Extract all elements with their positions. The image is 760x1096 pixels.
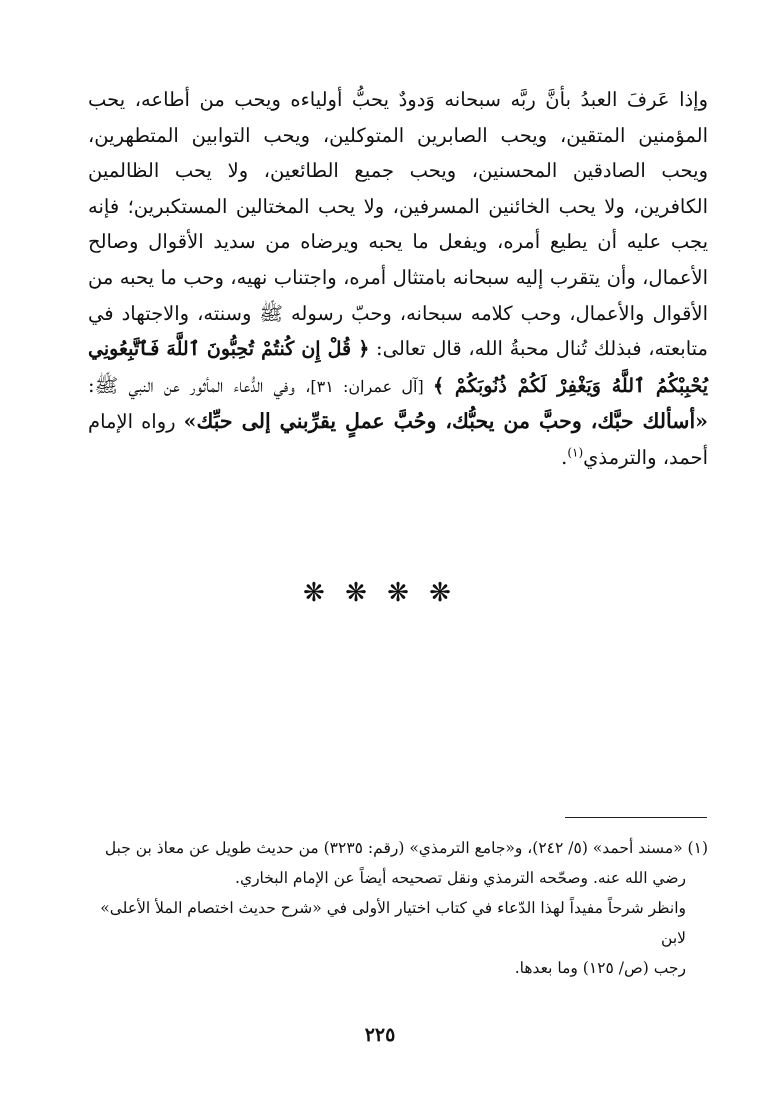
footnote-line-1: (١) «مسند أحمد» (٥/ ٢٤٢)، و«جامع الترمذي» (رقم: ٣٢٣٥) من حديث طويل عن معاذ بن جبل: [104, 839, 708, 857]
quran-reference: [آل عمران: ٣١]،: [305, 376, 433, 396]
footnote-line-2: رضي الله عنه. وصحّحه الترمذي ونقل تصحيحه أيضاً عن الإمام البخاري.: [235, 869, 686, 887]
page-number: ٢٢٥: [364, 1024, 396, 1046]
paragraph-text-part3: رواه الإمام أحمد، والترمذي: [88, 410, 708, 469]
paragraph-text-part2: وفي الدُّعاء المأثور عن النبي ﷺ:: [88, 373, 306, 397]
footnote-line-3: وانظر شرحاً مفيداً لهذا الدّعاء في كتاب اختيار الأولى في «شرح حديث اختصام الملأ الأعلى» لابن: [100, 899, 686, 947]
footnote-line-4: رجب (ص/ ١٢٥) وما بعدها.: [514, 959, 686, 977]
paragraph-text-part4: .: [561, 445, 568, 469]
paragraph-text-part1: وإذا عَرفَ العبدُ بأنَّ ربَّه سبحانه وَدودٌ يحبُّ أولياءه ويحب من أطاعه، يحب المؤمنين المتقين، ويحب الصابرين المتوكلين، ويحب التوابين المتطهرين، ويحب الصادقين المحسنين، ويحب جميع الطائعين، ولا يحب الظالمين الكافرين، ولا يحب الخائنين المسرفين، ولا يحب المختالين المستكبرين؛ فإنه يجب عليه أن يطيع أمره، ويفعل ما يحبه ويرضاه من سديد الأقوال وصالح الأعمال، وأن يتقرب إليه سبحانه بامتثال أمره، واجتناب نهيه، وحب ما يحبه من الأقوال والأعمال، وحب كلامه سبحانه، وحبّ رسوله ﷺ وسنته، والاجتهاد في متابعته، فبذلك تُنال محبةُ الله، قال تعالى:: [88, 88, 708, 361]
section-separator: ❋ ❋ ❋ ❋: [303, 578, 457, 608]
footnote-divider: [565, 817, 707, 818]
footnote-marker: (١): [567, 445, 584, 460]
main-paragraph: [88, 82, 708, 476]
hadith-quote: «أسألك حبَّك، وحبَّ من يحبُّك، وحُبَّ عملٍ يقرِّبني إلى حبِّك»: [183, 409, 708, 434]
quran-verse: ﴿ قُلْ إِن كُنتُمْ تُحِبُّونَ ٱللَّهَ فَٱتَّبِعُونِي يُحْبِبْكُمُ ٱللَّهُ وَيَغْفِرْ لَكُمْ ذُنُوبَكُمْ ﴾: [88, 338, 709, 397]
footnotes: [88, 833, 708, 983]
